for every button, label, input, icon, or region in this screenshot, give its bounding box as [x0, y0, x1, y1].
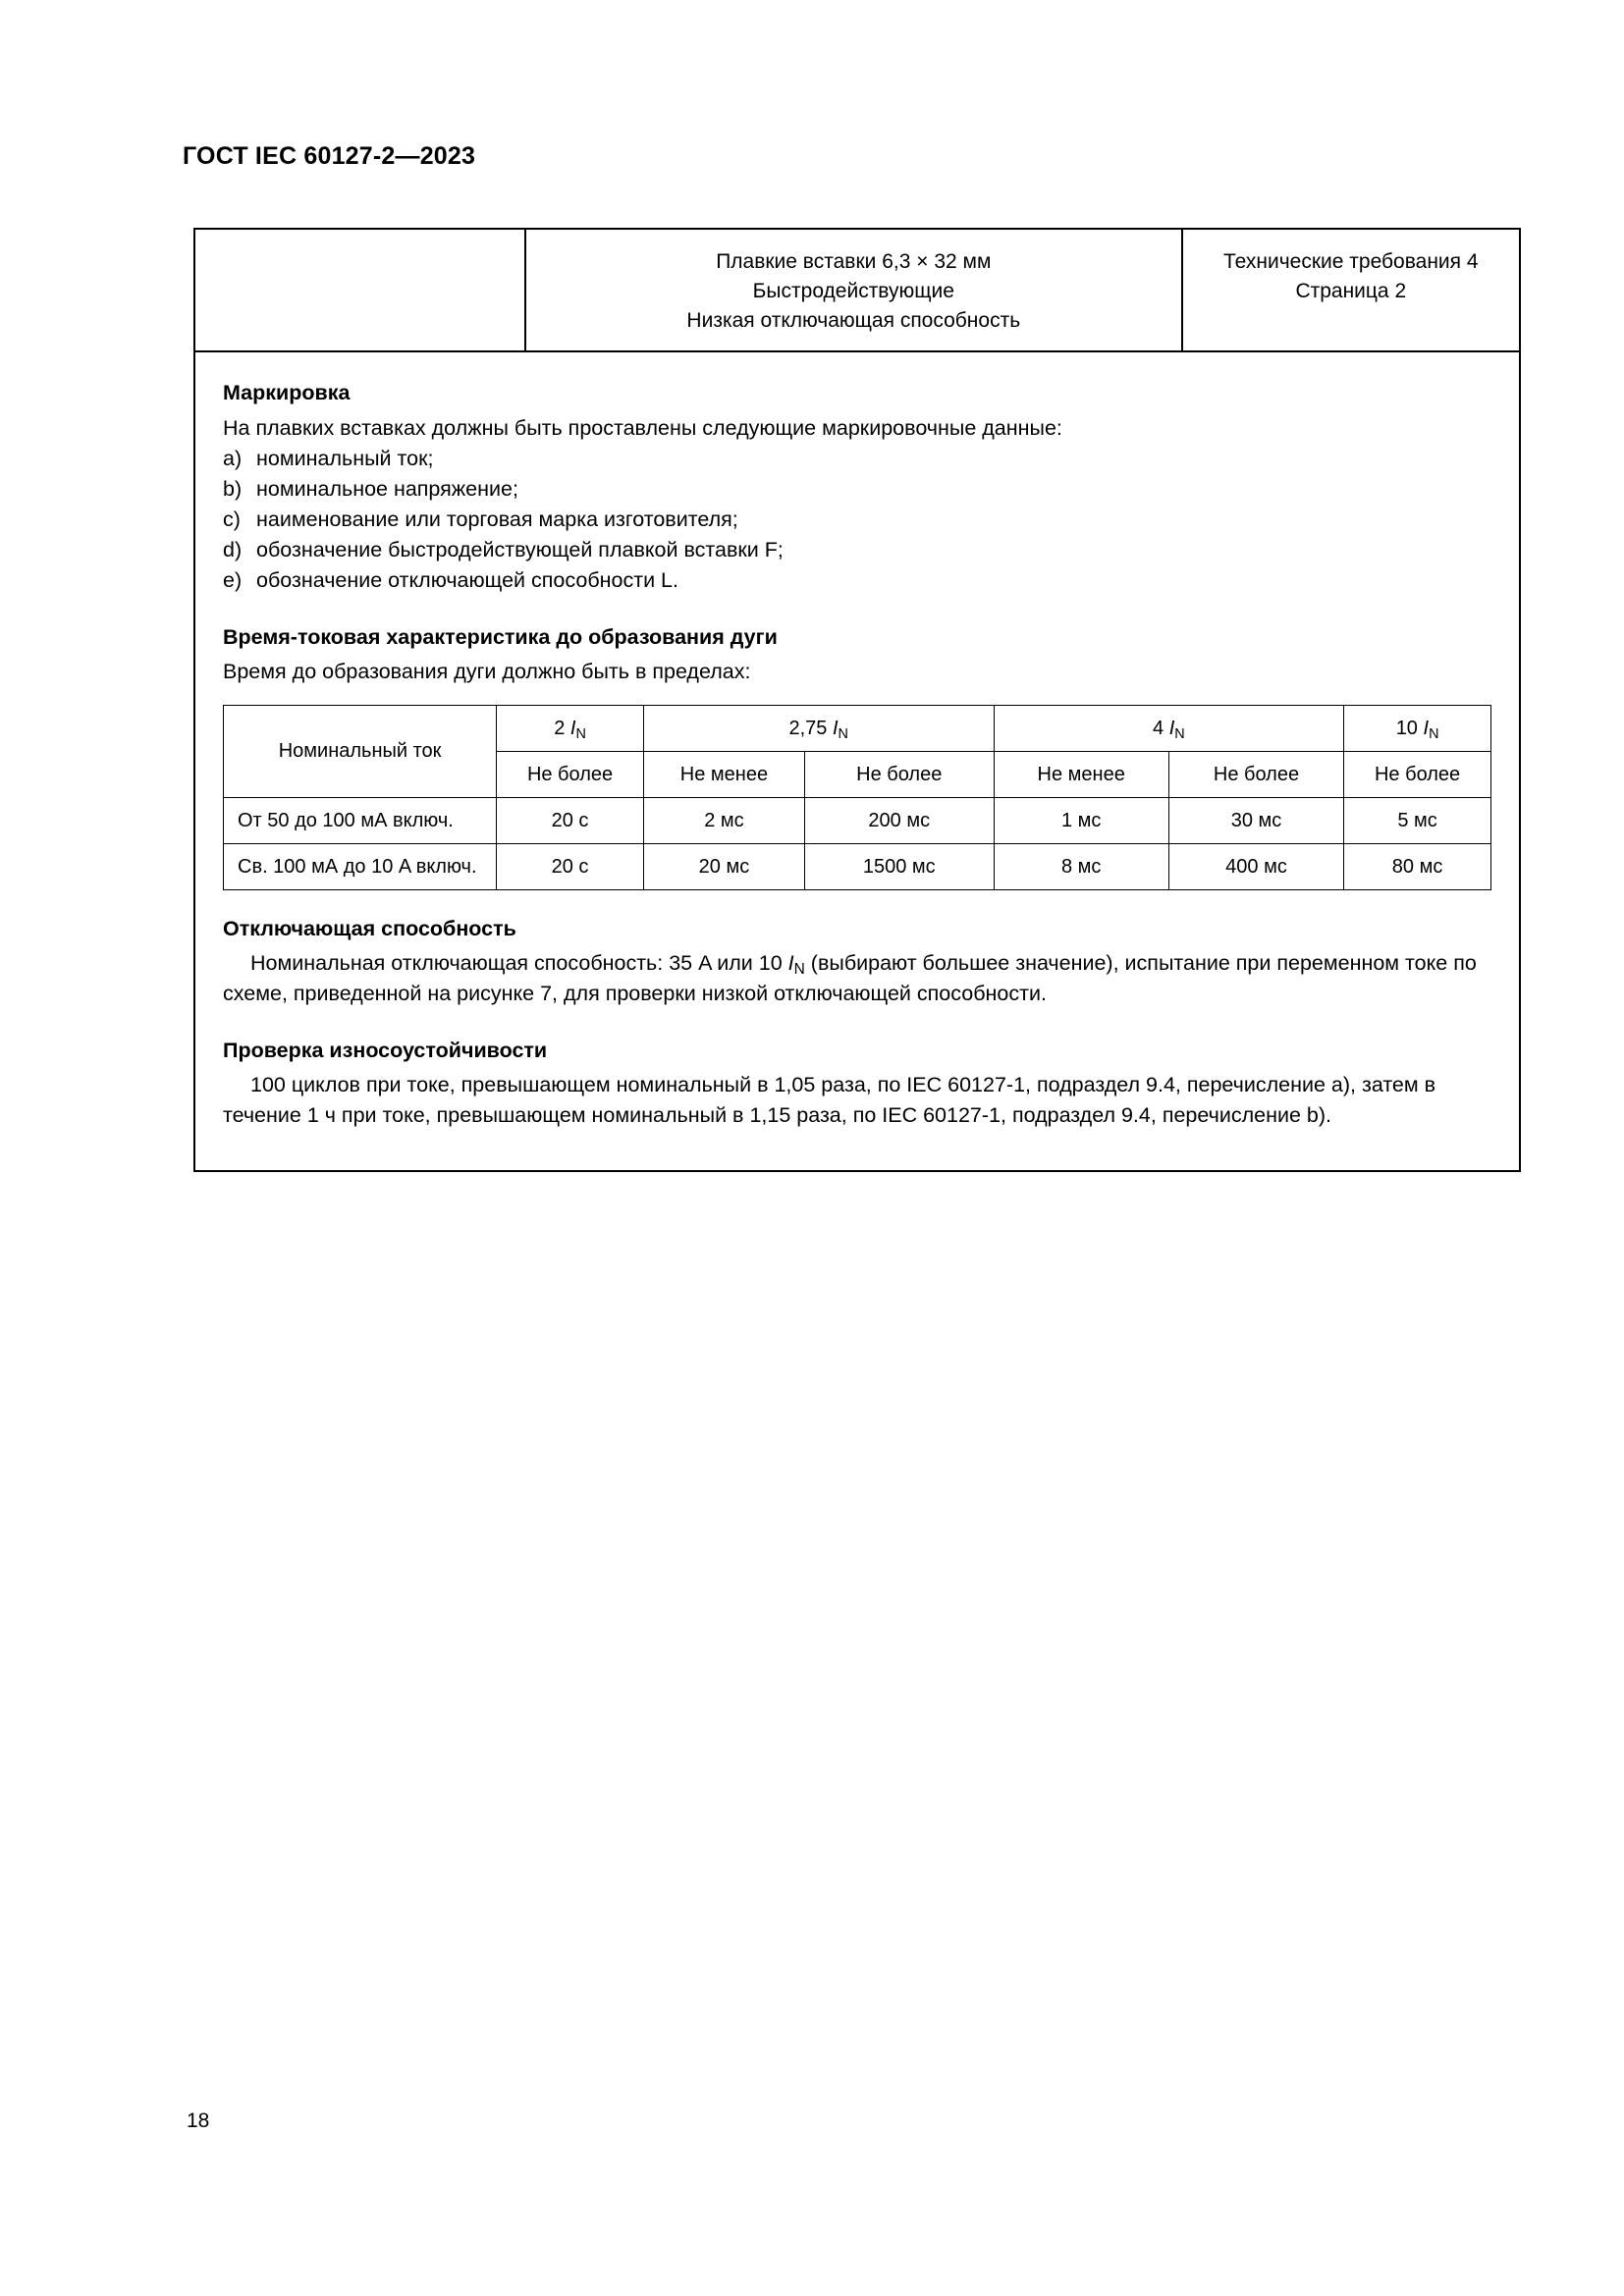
group-sub: N: [1174, 726, 1185, 743]
page-header-title: ГОСТ IEC 60127-2—2023: [183, 142, 476, 170]
table-row: [224, 843, 1491, 889]
group-symbol: I: [1423, 717, 1430, 739]
list-item: [223, 565, 1491, 596]
group-value: 2: [554, 717, 570, 739]
list-item-marker: d): [223, 538, 243, 562]
list-item-text: номинальное напряжение;: [256, 476, 518, 501]
marking-section-title: Маркировка: [223, 381, 351, 405]
page-number: 18: [187, 2109, 210, 2132]
time-current-intro: Время до образования дуги должно быть в пределах:: [223, 659, 751, 683]
row-label: От 50 до 100 мА включ.: [224, 797, 497, 843]
list-item-marker: c): [223, 507, 241, 532]
subcolumn-header: Не более: [497, 751, 644, 797]
cell-value: 30 мс: [1168, 797, 1343, 843]
fuse-speed-line: Быстродействующие: [752, 279, 954, 302]
group-sub: N: [575, 726, 586, 743]
row-label: Св. 100 мА до 10 A включ.: [224, 843, 497, 889]
time-current-table: [223, 705, 1491, 890]
endurance-section-title: Проверка износоустойчивости: [223, 1038, 548, 1062]
group-sub: N: [1429, 726, 1439, 743]
cell-value: 2 мс: [643, 797, 804, 843]
list-item-text: номинальный ток;: [256, 446, 434, 470]
sheet-page-line: Страница 2: [1295, 279, 1407, 302]
time-current-section-title: Время-токовая характеристика до образования дуги: [223, 624, 778, 649]
group-symbol: I: [569, 717, 576, 739]
current-symbol: I: [787, 951, 794, 976]
marking-intro: На плавких вставках должны быть проставлены следующие маркировочные данные:: [223, 415, 1062, 440]
sheet-header-left-cell: [195, 230, 526, 350]
breaking-capacity-section-title: Отключающая способность: [223, 916, 516, 940]
sheet-header-table: [195, 230, 1519, 352]
group-symbol: I: [832, 717, 839, 739]
subcolumn-header: Не более: [1168, 751, 1343, 797]
group-symbol: I: [1168, 717, 1175, 739]
list-item-text: обозначение отключающей способности L.: [256, 568, 678, 593]
cell-value: 200 мс: [804, 797, 994, 843]
group-value: 10: [1395, 717, 1424, 739]
subcolumn-header: Не менее: [994, 751, 1168, 797]
list-item: [223, 505, 1491, 535]
cell-value: 8 мс: [994, 843, 1168, 889]
column-group-10in: [1344, 705, 1491, 751]
table-row: [224, 797, 1491, 843]
cell-value: 1500 мс: [804, 843, 994, 889]
list-item-text: обозначение быстродействующей плавкой вставки F;: [256, 538, 784, 562]
list-item-marker: b): [223, 476, 243, 501]
group-sub: N: [838, 726, 848, 743]
endurance-text: 100 циклов при токе, превышающем номинальный в 1,05 раза, по IEC 60127-1, подраздел 9.4, перечисление a), затем в течение 1 ч при токе, превышающем номинальный в 1,15 раза, по IEC 60127-1, подраздел 9.4, перечисление b).: [223, 1072, 1436, 1127]
cell-value: 5 мс: [1344, 797, 1491, 843]
column-group-275in: [643, 705, 994, 751]
cell-value: 400 мс: [1168, 843, 1343, 889]
subcolumn-header: Не менее: [643, 751, 804, 797]
list-item-text: наименование или торговая марка изготовителя;: [256, 507, 738, 532]
list-item: [223, 535, 1491, 565]
breaking-capacity-text-part1: Номинальная отключающая способность: 35 A или 10: [250, 951, 788, 976]
group-value: 2,75: [788, 717, 833, 739]
table-header-row-groups: [224, 705, 1491, 751]
subcolumn-header: Не более: [1344, 751, 1491, 797]
sheet-header-middle-cell: [526, 230, 1183, 350]
cell-value: 20 мс: [643, 843, 804, 889]
group-value: 4: [1153, 717, 1169, 739]
breaking-capacity-text-part2: (выбирают большее значение), испытание при переменном токе по схеме, приведенной на рисунке 7, для проверки низкой отключающей способности.: [223, 951, 1477, 1006]
list-item: [223, 474, 1491, 505]
sheet-number-line: Технические требования 4: [1223, 250, 1479, 273]
cell-value: 1 мс: [994, 797, 1168, 843]
breaking-capacity-text: [223, 948, 1491, 1009]
sheet-header-right-cell: [1183, 230, 1519, 350]
list-item-marker: a): [223, 446, 243, 470]
column-group-2in: [497, 705, 644, 751]
requirement-sheet: [193, 228, 1521, 1172]
column-group-4in: [994, 705, 1344, 751]
cell-value: 20 с: [497, 797, 644, 843]
list-item: [223, 444, 1491, 474]
sheet-body: [195, 352, 1519, 1170]
current-subscript: N: [793, 961, 805, 979]
column-header-nominal-current: Номинальный ток: [224, 705, 497, 797]
list-item-marker: e): [223, 568, 243, 593]
cell-value: 80 мс: [1344, 843, 1491, 889]
fuse-size-line: Плавкие вставки 6,3 × 32 мм: [716, 250, 992, 273]
marking-list: [223, 444, 1491, 597]
subcolumn-header: Не более: [804, 751, 994, 797]
cell-value: 20 с: [497, 843, 644, 889]
fuse-breaking-line: Низкая отключающая способность: [686, 308, 1021, 332]
